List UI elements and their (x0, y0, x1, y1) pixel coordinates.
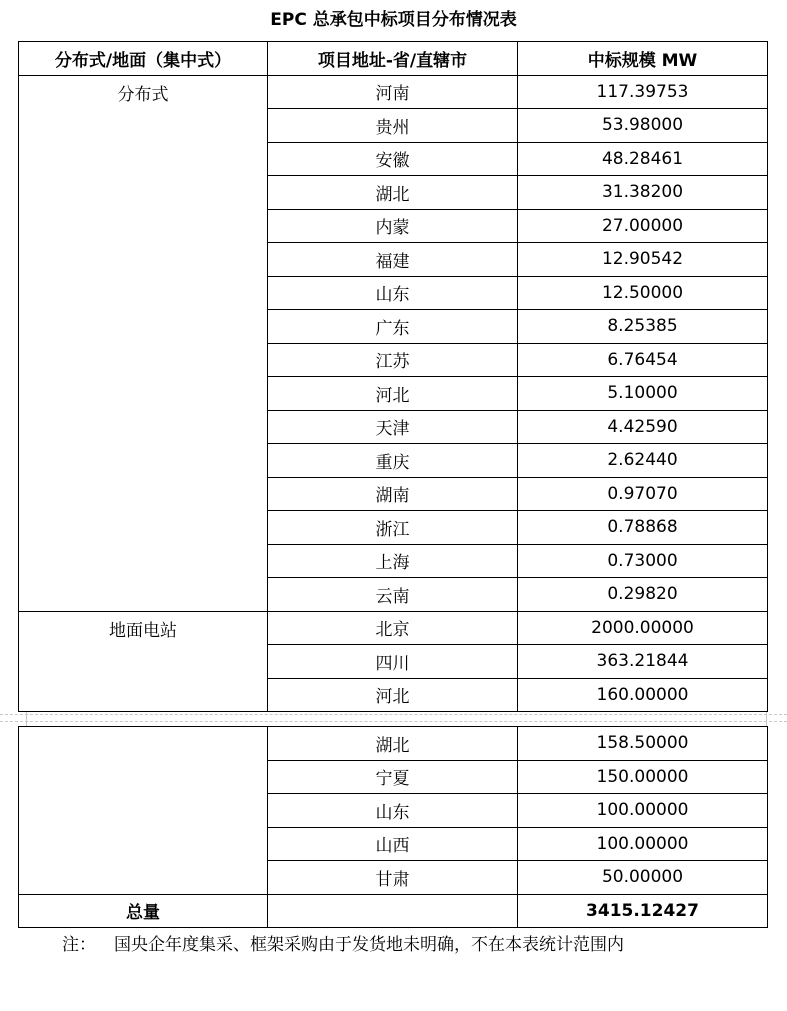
epc-distribution-table (18, 41, 768, 712)
category-cell: 地面电站 (19, 611, 268, 712)
province-cell: 安徽 (268, 142, 518, 176)
province-cell: 湖北 (268, 727, 518, 761)
province-cell: 北京 (268, 611, 518, 645)
province-cell: 山东 (268, 794, 518, 828)
header-type: 分布式/地面（集中式） (19, 42, 268, 76)
footnote-label: 注： (62, 935, 96, 955)
header-province: 项目地址-省/直辖市 (268, 42, 518, 76)
total-empty-cell (268, 894, 518, 928)
total-label: 总量 (19, 894, 268, 928)
province-cell: 贵州 (268, 109, 518, 143)
province-cell: 山东 (268, 276, 518, 310)
total-row (19, 894, 768, 928)
scale-cell: 100.00000 (518, 827, 768, 861)
scale-cell: 5.10000 (518, 377, 768, 411)
province-cell: 甘肃 (268, 861, 518, 895)
province-cell: 内蒙 (268, 209, 518, 243)
province-cell: 上海 (268, 544, 518, 578)
province-cell: 浙江 (268, 511, 518, 545)
scale-cell: 50.00000 (518, 861, 768, 895)
epc-distribution-table-continued (18, 726, 768, 928)
scale-cell: 31.38200 (518, 176, 768, 210)
province-cell: 福建 (268, 243, 518, 277)
scale-cell: 0.29820 (518, 578, 768, 612)
header-scale: 中标规模 MW (518, 42, 768, 76)
scale-cell: 2000.00000 (518, 611, 768, 645)
scale-cell: 53.98000 (518, 109, 768, 143)
table-row (19, 611, 768, 645)
province-cell: 山西 (268, 827, 518, 861)
scale-cell: 6.76454 (518, 343, 768, 377)
scale-cell: 4.42590 (518, 410, 768, 444)
province-cell: 河南 (268, 75, 518, 109)
province-cell: 四川 (268, 645, 518, 679)
scale-cell: 12.50000 (518, 276, 768, 310)
header-row (19, 42, 768, 76)
province-cell: 广东 (268, 310, 518, 344)
scale-cell: 0.78868 (518, 511, 768, 545)
province-cell: 云南 (268, 578, 518, 612)
scale-cell: 363.21844 (518, 645, 768, 679)
scale-cell: 2.62440 (518, 444, 768, 478)
province-cell: 宁夏 (268, 760, 518, 794)
scale-cell: 27.00000 (518, 209, 768, 243)
scale-cell: 158.50000 (518, 727, 768, 761)
scale-cell: 12.90542 (518, 243, 768, 277)
scale-cell: 100.00000 (518, 794, 768, 828)
province-cell: 河北 (268, 678, 518, 712)
province-cell: 湖南 (268, 477, 518, 511)
province-cell: 重庆 (268, 444, 518, 478)
province-cell: 江苏 (268, 343, 518, 377)
footnote-text: 国央企年度集采、框架采购由于发货地未明确，不在本表统计范围内 (114, 935, 624, 955)
page-break (0, 712, 787, 726)
category-cell: 分布式 (19, 75, 268, 611)
table-row (19, 75, 768, 109)
province-cell: 河北 (268, 377, 518, 411)
scale-cell: 0.73000 (518, 544, 768, 578)
scale-cell: 150.00000 (518, 760, 768, 794)
scale-cell: 117.39753 (518, 75, 768, 109)
scale-cell: 160.00000 (518, 678, 768, 712)
scale-cell: 8.25385 (518, 310, 768, 344)
province-cell: 天津 (268, 410, 518, 444)
province-cell: 湖北 (268, 176, 518, 210)
table-title: EPC 总承包中标项目分布情况表 (270, 10, 517, 30)
total-value: 3415.12427 (518, 894, 768, 928)
category-cell-continued (19, 727, 268, 895)
scale-cell: 48.28461 (518, 142, 768, 176)
scale-cell: 0.97070 (518, 477, 768, 511)
table-row (19, 727, 768, 761)
footnote (62, 933, 624, 957)
